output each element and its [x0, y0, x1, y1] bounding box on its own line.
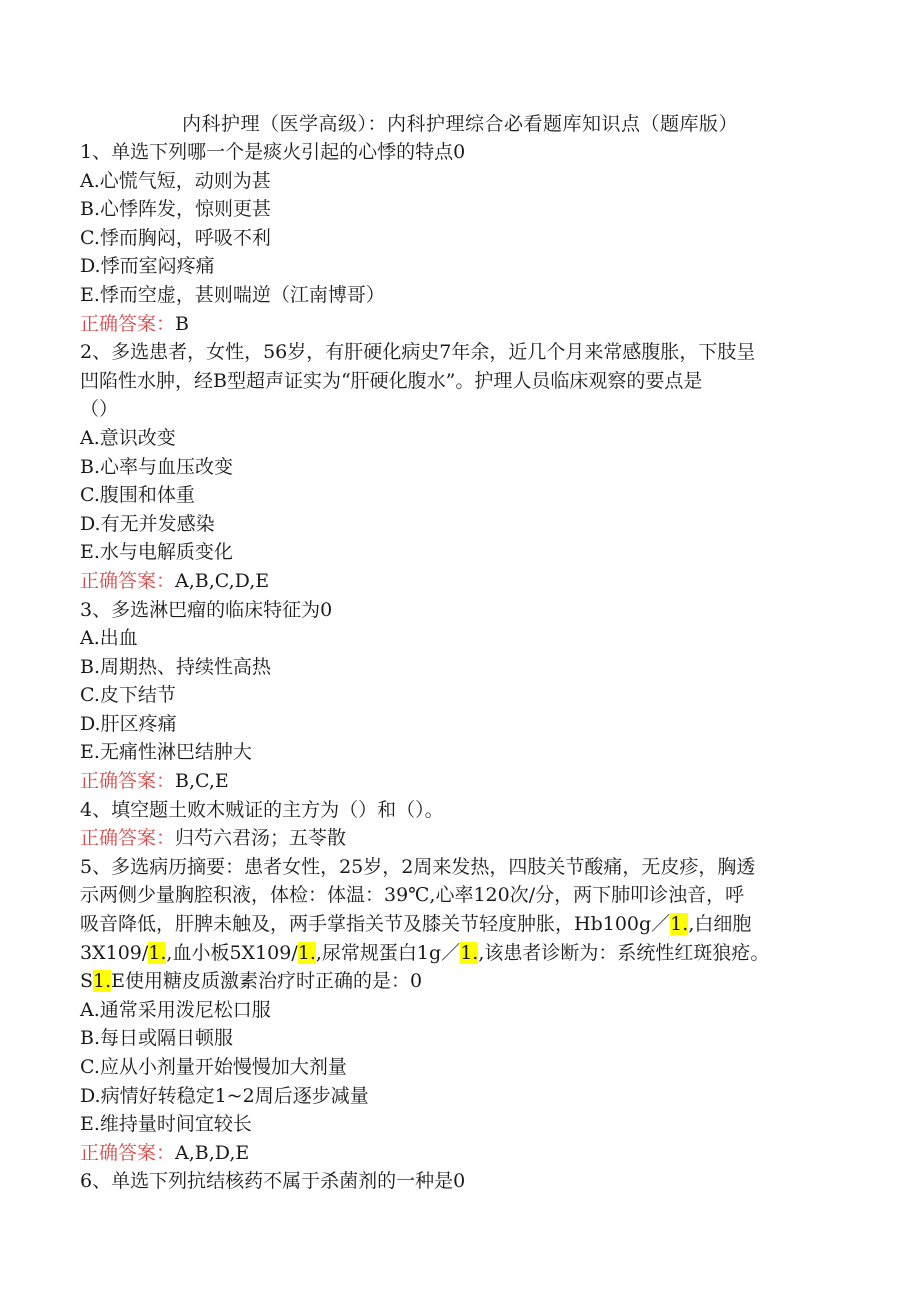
question-6 — [80, 1167, 840, 1196]
question-stem-line: 2、多选患者，女性，56岁，有肝硬化病史7年余，近几个月来常感腹胀，下肢呈 — [80, 341, 756, 364]
stem-text: E使用糖皮质激素治疗时正确的是：0 — [111, 970, 423, 993]
stem-text: 3X109/ — [80, 941, 149, 964]
question-stem: 1、单选下列哪一个是痰火引起的心悸的特点0 — [80, 141, 466, 163]
question-stem: 6、单选下列抗结核药不属于杀菌剂的一种是0 — [80, 1170, 466, 1193]
answer-value: A,B,C,D,E — [175, 569, 270, 592]
question-2 — [80, 338, 840, 595]
option-a: A.意识改变 — [80, 426, 176, 449]
question-stem-line: 凹陷性水肿，经B型超声证实为“肝硬化腹水”。护理人员临床观察的要点是 — [80, 369, 703, 392]
correct-answer — [80, 767, 840, 796]
question-4 — [80, 796, 840, 853]
answer-label: 正确答案： — [80, 770, 176, 793]
question-stem-line: （） — [80, 398, 119, 421]
option-b: B.心率与血压改变 — [80, 455, 234, 478]
question-3 — [80, 596, 840, 796]
correct-answer — [80, 1139, 840, 1168]
option-d: D.病情好转稳定1~2周后逐步减量 — [80, 1084, 369, 1107]
answer-label: 正确答案： — [80, 1141, 176, 1164]
option-e: E.水与电解质变化 — [80, 541, 233, 564]
question-stem-line — [80, 939, 840, 968]
stem-text: ,尿常规蛋白1g／ — [315, 941, 461, 964]
option-b: B.周期热、持续性高热 — [80, 655, 272, 678]
answer-label: 正确答案： — [80, 312, 176, 335]
option-c: C.皮下结节 — [80, 684, 176, 707]
stem-text: 吸音降低，肝脾未触及，两手掌指关节及膝关节轻度肿胀，Hb100g／ — [80, 913, 671, 936]
option-e: E.悸而空虚，甚则喘逆（江南博哥） — [80, 283, 385, 306]
highlighted-text: 1. — [297, 941, 316, 964]
option-e: E.维持量时间宜较长 — [80, 1113, 252, 1136]
answer-value: B — [175, 312, 189, 335]
option-b: B.每日或隔日顿服 — [80, 1027, 234, 1050]
question-5 — [80, 853, 840, 1168]
question-stem-line: 示两侧少量胸腔积液，体检：体温：39℃,心率120次/分，两下肺叩诊浊音，呼 — [80, 884, 745, 907]
answer-value: B,C,E — [175, 770, 229, 793]
highlighted-text: 1. — [670, 913, 689, 936]
option-a: A.出血 — [80, 627, 138, 650]
correct-answer — [80, 567, 840, 596]
page-title: 内科护理（医学高级）：内科护理综合必看题库知识点（题库版） — [181, 113, 738, 135]
question-list — [80, 138, 840, 1196]
answer-label: 正确答案： — [80, 569, 176, 592]
stem-text: S — [80, 970, 94, 993]
stem-text: ,血小板5X109/ — [166, 941, 298, 964]
option-b: B.心悸阵发，惊则更甚 — [80, 198, 272, 221]
question-stem-line: 5、多选病历摘要：患者女性，25岁，2周来发热，四肢关节酸痛，无皮疹，胸透 — [80, 855, 756, 878]
option-c: C.腹围和体重 — [80, 484, 195, 507]
option-d: D.有无并发感染 — [80, 512, 215, 535]
question-1 — [80, 138, 840, 338]
question-stem: 3、多选淋巴瘤的临床特征为0 — [80, 598, 333, 621]
question-stem-line — [80, 967, 840, 996]
stem-text: ,白细胞 — [688, 913, 752, 936]
highlighted-text: 1. — [460, 941, 479, 964]
option-a: A.通常采用泼尼松口服 — [80, 998, 271, 1021]
stem-text: ,该患者诊断为：系统性红斑狼疮。 — [478, 941, 770, 964]
answer-label: 正确答案： — [80, 827, 176, 850]
option-c: C.应从小剂量开始慢慢加大剂量 — [80, 1056, 347, 1078]
correct-answer — [80, 824, 840, 853]
option-d: D.悸而室闷疼痛 — [80, 255, 215, 278]
highlighted-text: 1. — [93, 970, 112, 993]
option-d: D.肝区疼痛 — [80, 712, 177, 735]
correct-answer — [80, 310, 840, 339]
question-stem-line — [80, 910, 840, 939]
highlighted-text: 1. — [148, 941, 167, 964]
question-stem: 4、填空题土败木贼证的主方为（）和（）。 — [80, 798, 444, 821]
answer-value: A,B,D,E — [175, 1141, 250, 1164]
option-c: C.悸而胸闷，呼吸不利 — [80, 226, 271, 249]
answer-value: 归芍六君汤；五苓散 — [175, 827, 347, 850]
option-e: E.无痛性淋巴结肿大 — [80, 741, 252, 764]
option-a: A.心慌气短，动则为甚 — [80, 169, 271, 192]
